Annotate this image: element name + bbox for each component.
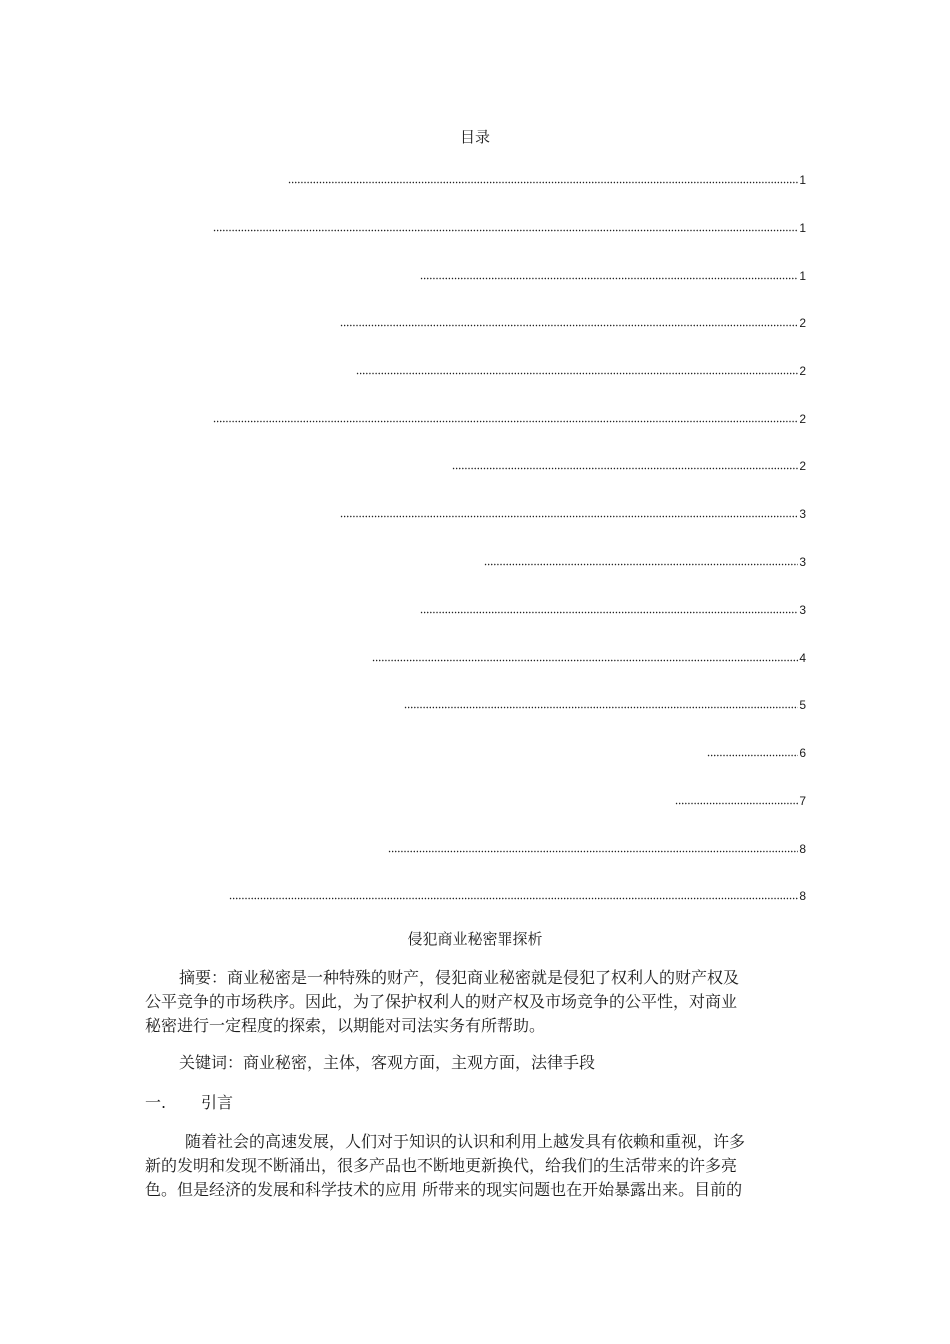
section-heading [145, 1091, 233, 1115]
keywords-line: 关键词：商业秘密，主体，客观方面，主观方面，法律手段 [179, 1053, 596, 1072]
toc-page-number: 3 [799, 603, 806, 617]
abstract-line: 秘密进行一定程度的探索，以期能对司法实务有所帮助。 [145, 1016, 546, 1035]
toc-page-number: 4 [799, 651, 806, 665]
toc-entry[interactable] [356, 362, 806, 378]
abstract-paragraph [145, 966, 805, 1038]
toc-page-number: 1 [799, 173, 806, 187]
toc-dot-leader [404, 706, 798, 709]
toc-page-number: 8 [799, 889, 806, 903]
toc-dot-leader [229, 897, 798, 900]
toc-dot-leader [288, 181, 798, 184]
toc-entry[interactable] [340, 505, 806, 521]
document-title: 侵犯商业秘密罪探析 [407, 930, 543, 948]
keywords-paragraph [145, 1051, 805, 1075]
toc-entry[interactable] [213, 410, 806, 426]
toc-dot-leader [356, 372, 798, 375]
toc-entry[interactable] [404, 696, 806, 712]
toc-dot-leader [675, 802, 798, 805]
toc-entry[interactable] [213, 219, 806, 235]
toc-dot-leader [420, 611, 798, 614]
toc-page-number: 1 [799, 221, 806, 235]
toc-page-number: 3 [799, 507, 806, 521]
abstract-line: 摘要：商业秘密是一种特殊的财产，侵犯商业秘密就是侵犯了权利人的财产权及 [179, 968, 740, 987]
toc-entry[interactable] [484, 553, 806, 569]
toc-dot-leader [388, 850, 798, 853]
toc-dot-leader [372, 659, 798, 662]
section-number: 一. [145, 1093, 167, 1112]
toc-page-number: 5 [799, 698, 806, 712]
toc-dot-leader [213, 420, 798, 423]
toc-page-number: 2 [799, 412, 806, 426]
toc-page-number: 3 [799, 555, 806, 569]
toc-entry[interactable] [707, 744, 806, 760]
toc-dot-leader [340, 324, 798, 327]
toc-entry[interactable] [372, 649, 806, 665]
toc-page-number: 7 [799, 794, 806, 808]
toc-entry[interactable] [388, 840, 806, 856]
toc-entry[interactable] [340, 314, 806, 330]
toc-entry[interactable] [452, 457, 806, 473]
intro-paragraph [145, 1130, 805, 1202]
intro-line: 随着社会的高速发展，人们对于知识的认识和利用上越发具有依赖和重视，许多 [185, 1132, 746, 1151]
toc-dot-leader [707, 754, 798, 757]
section-title: 引言 [201, 1093, 234, 1112]
toc-dot-leader [420, 277, 798, 280]
toc-page-number: 2 [799, 459, 806, 473]
toc-page-number: 8 [799, 842, 806, 856]
toc-entry[interactable] [288, 171, 806, 187]
toc-dot-leader [484, 563, 798, 566]
toc-entry[interactable] [420, 601, 806, 617]
intro-line: 色。但是经济的发展和科学技术的应用 所带来的现实问题也在开始暴露出来。目前的 [145, 1180, 743, 1199]
intro-line: 新的发明和发现不断涌出，很多产品也不断地更新换代，给我们的生活带来的许多亮 [145, 1156, 738, 1175]
toc-entry[interactable] [420, 267, 806, 283]
abstract-line: 公平竞争的市场秩序。因此，为了保护权利人的财产权及市场竞争的公平性，对商业 [145, 992, 738, 1011]
toc-page-number: 1 [799, 269, 806, 283]
toc-dot-leader [452, 467, 798, 470]
toc-page-number: 2 [799, 316, 806, 330]
toc-title: 目录 [459, 128, 490, 146]
toc-dot-leader [213, 229, 798, 232]
toc-entry[interactable] [229, 887, 806, 903]
toc-entry[interactable] [675, 792, 806, 808]
toc-page-number: 2 [799, 364, 806, 378]
toc-dot-leader [340, 515, 798, 518]
toc-page-number: 6 [799, 746, 806, 760]
